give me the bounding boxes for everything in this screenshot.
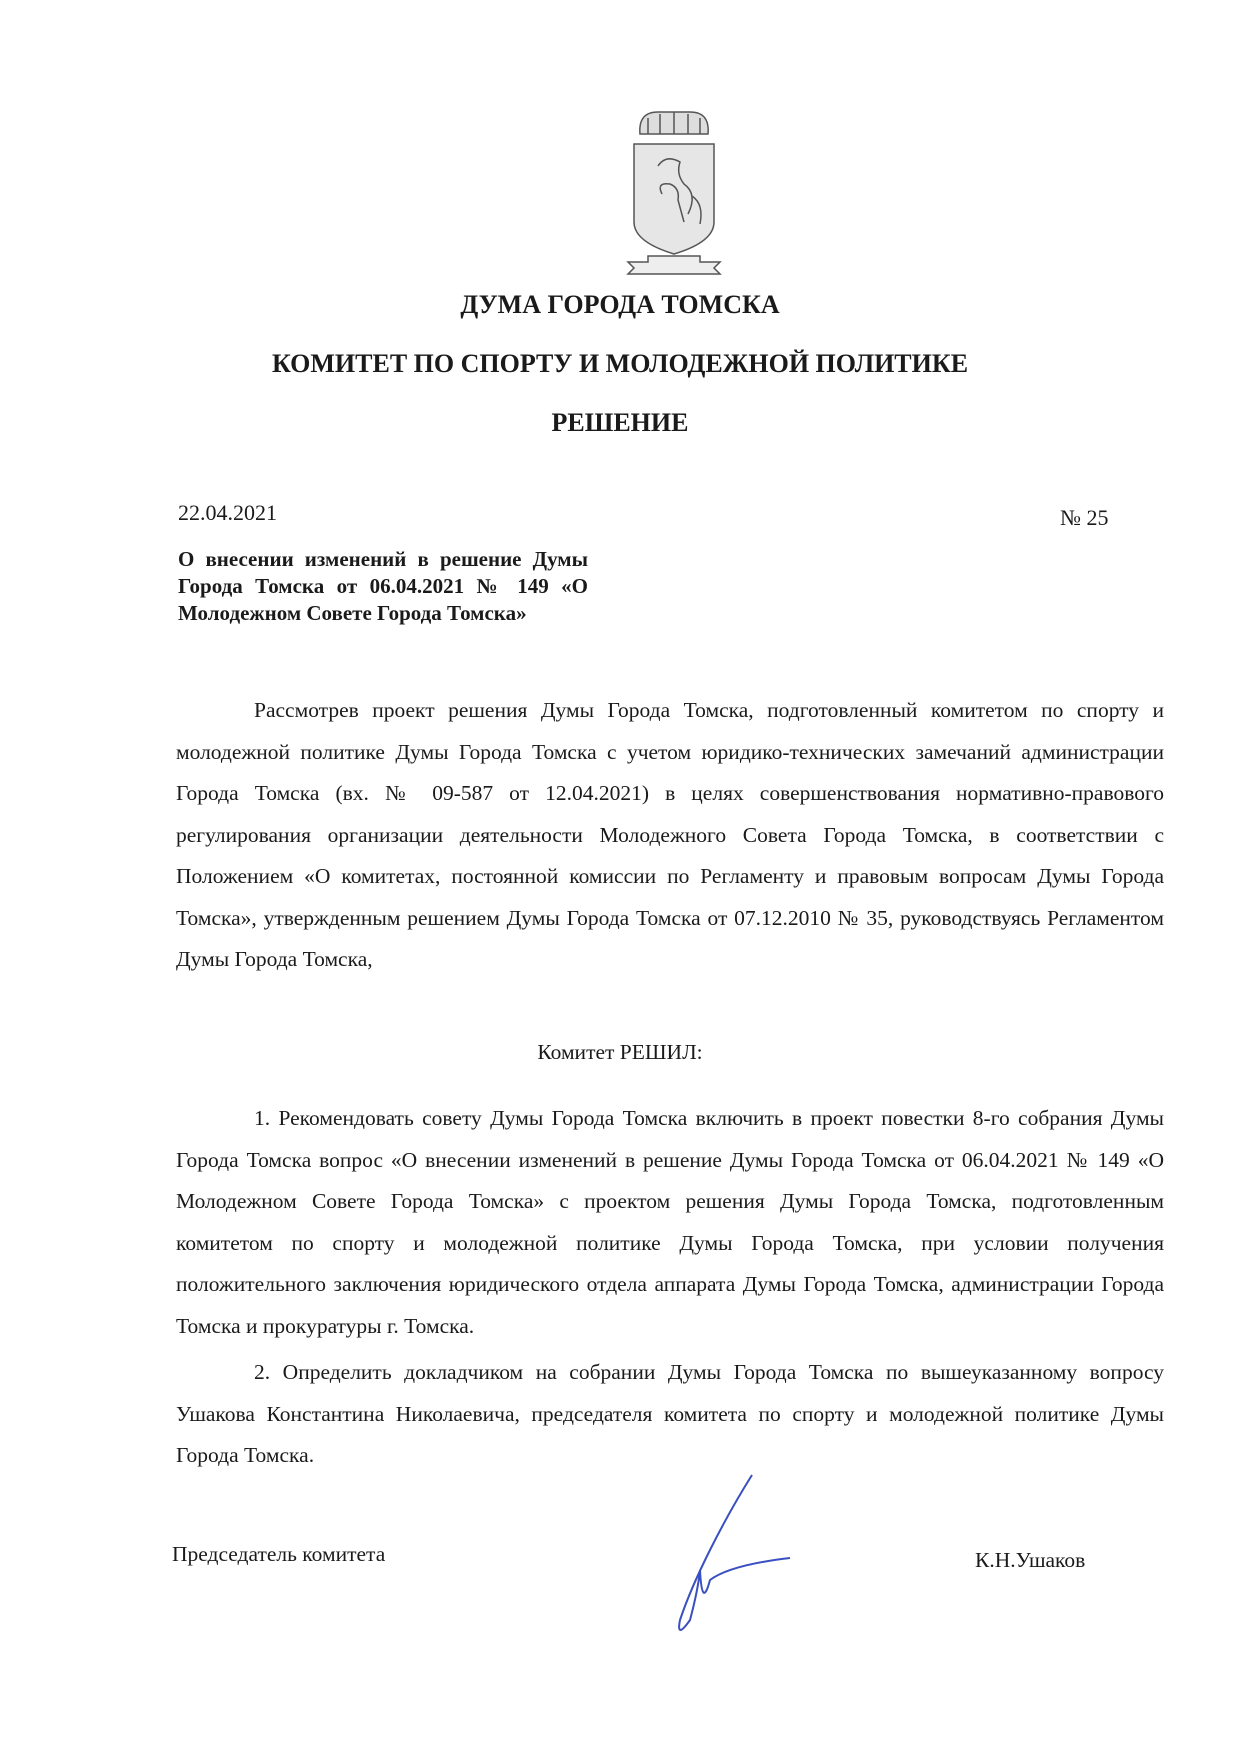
decided-heading: Комитет РЕШИЛ: xyxy=(537,1040,703,1064)
resolution-item-1: 1. Рекомендовать совету Думы Города Томска включить в проект повестки 8-го собрания Думы Города Томска вопрос «О внесении изменений в решение Думы Города Томска от 06.04.2021 № 149 «О Молодежном Совете Города Томска» с проектом решения Думы Города Томска, подготовленным комитетом по спорту и молодежной политике Думы Города Томска, при условии получения положительного заключения юридического отдела аппарата Думы Города Томска, администрации Города Томска и прокуратуры г. Томска. xyxy=(176,1106,1164,1338)
document-date: 22.04.2021 xyxy=(178,500,277,525)
handwritten-signature xyxy=(640,1470,800,1655)
coat-of-arms-emblem xyxy=(618,104,730,284)
org-title: ДУМА ГОРОДА ТОМСКА xyxy=(460,290,780,319)
signatory-position: Председатель комитета xyxy=(172,1542,386,1566)
signatory-name: К.Н.Ушаков xyxy=(975,1548,1086,1572)
preamble-paragraph: Рассмотрев проект решения Думы Города Томска, подготовленный комитетом по спорту и молодежной политике Думы Города Томска с учетом юридико-технических замечаний администрации Города Томска (вх. № 09-587 от 12.04.2021) в целях совершенствования нормативно-правового регулирования организации деятельности Молодежного Совета Города Томска, в соответствии с Положением «О комитетах, постоянной комиссии по Регламенту и правовым вопросам Думы Города Томска», утвержденным решением Думы Города Томска от 07.12.2010 № 35, руководствуясь Регламентом Думы Города Томска, xyxy=(176,698,1164,971)
committee-title: КОМИТЕТ ПО СПОРТУ И МОЛОДЕЖНОЙ ПОЛИТИКЕ xyxy=(271,349,969,378)
resolution-item-2: 2. Определить докладчиком на собрании Думы Города Томска по вышеуказанному вопросу Ушакова Константина Николаевича, председателя комитета по спорту и молодежной политике Думы Города Томска. xyxy=(176,1360,1164,1467)
document-number: № 25 xyxy=(1060,505,1109,530)
document-subject: О внесении изменений в решение Думы Города Томска от 06.04.2021 № 149 «О Молодежном Совете Города Томска» xyxy=(178,547,588,625)
document-type: РЕШЕНИЕ xyxy=(551,408,689,437)
